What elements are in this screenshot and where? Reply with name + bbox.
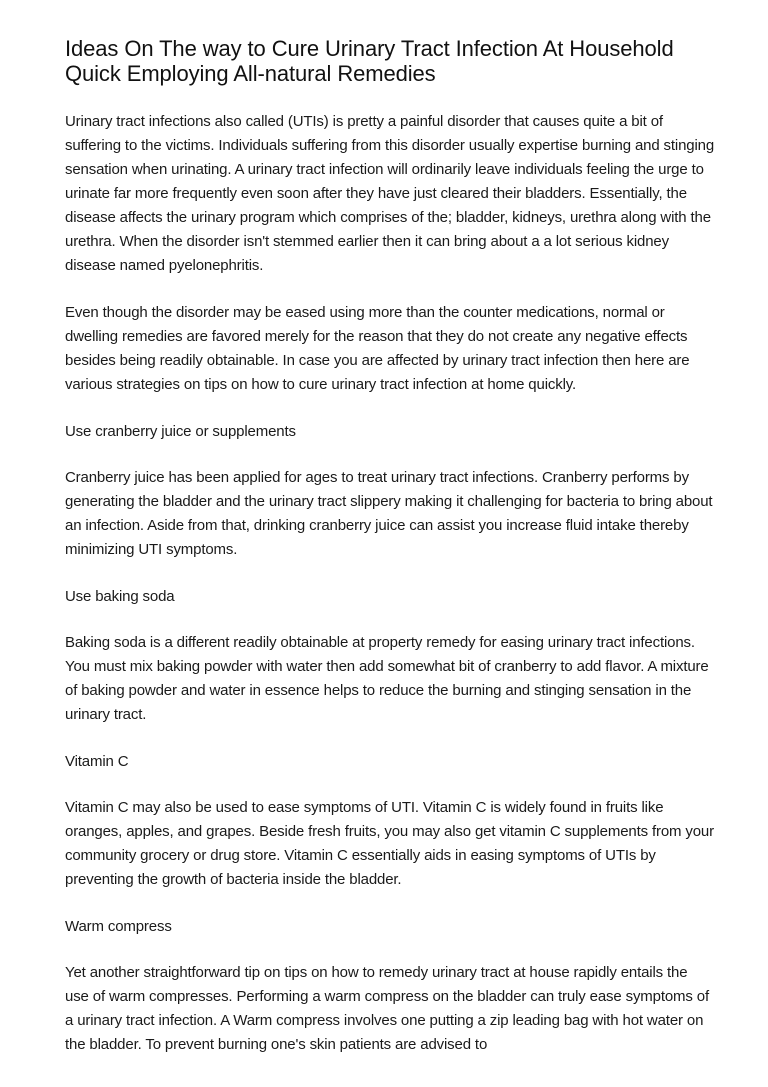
section-paragraph: Yet another straightforward tip on tips on how to remedy urinary tract at house rapidly entails the use of warm compresses. Performing a warm compress on the bladder can truly ease symptoms of a urinary tract infection. A Warm compress involves one putting a zip leading bag with hot water on the bladder. To prevent burning one's skin patients are advised to <box>65 964 709 1053</box>
section-paragraph: Baking soda is a different readily obtainable at property remedy for easing urinary tract infections. You must mix baking powder with water then add somewhat bit of cranberry to add flavor. A mixture of baking powder and water in essence helps to reduce the burning and stinging sensation in the urinary tract. <box>65 634 709 723</box>
section-cranberry <box>65 420 715 562</box>
section-paragraph: Vitamin C may also be used to ease symptoms of UTI. Vitamin C is widely found in fruits like oranges, apples, and grapes. Beside fresh fruits, you may also get vitamin C supplements from your community grocery or drug store. Vitamin C essentially aids in easing symptoms of UTIs by preventing the growth of bacteria inside the bladder. <box>65 799 714 888</box>
document-title: Ideas On The way to Cure Urinary Tract Infection At Household Quick Employing All-natural Remedies <box>65 36 674 86</box>
intro-paragraph-1: Urinary tract infections also called (UTIs) is pretty a painful disorder that causes quite a bit of suffering to the victims. Individuals suffering from this disorder usually expertise burning and stinging sensation when urinating. A urinary tract infection will ordinarily leave individuals feeling the urge to urinate far more frequently even soon after they have just cleared their bladders. Essentially, the disease affects the urinary program which comprises of the; bladder, kidneys, urethra along with the urethra. When the disorder isn't stemmed earlier then it can bring about a a lot serious kidney disease named pyelonephritis. <box>65 113 715 274</box>
document-page <box>65 36 715 1080</box>
section-heading: Warm compress <box>65 918 172 935</box>
section-baking-soda <box>65 585 715 727</box>
section-warm-compress <box>65 915 715 1057</box>
intro-paragraph-2: Even though the disorder may be eased using more than the counter medications, normal or dwelling remedies are favored merely for the reason that they do not create any negative effects besides being readily obtainable. In case you are affected by urinary tract infection then here are various strategies on tips on how to cure urinary tract infection at home quickly. <box>65 304 690 393</box>
section-heading: Vitamin C <box>65 753 129 770</box>
section-heading: Use baking soda <box>65 588 175 605</box>
section-heading: Use cranberry juice or supplements <box>65 423 296 440</box>
section-vitamin-c <box>65 750 715 892</box>
section-paragraph: Cranberry juice has been applied for ages to treat urinary tract infections. Cranberry performs by generating the bladder and the urinary tract slippery making it challenging for bacteria to bring about an infection. Aside from that, drinking cranberry juice can assist you increase fluid intake thereby minimizing UTI symptoms. <box>65 469 713 558</box>
document-body <box>65 110 715 1057</box>
